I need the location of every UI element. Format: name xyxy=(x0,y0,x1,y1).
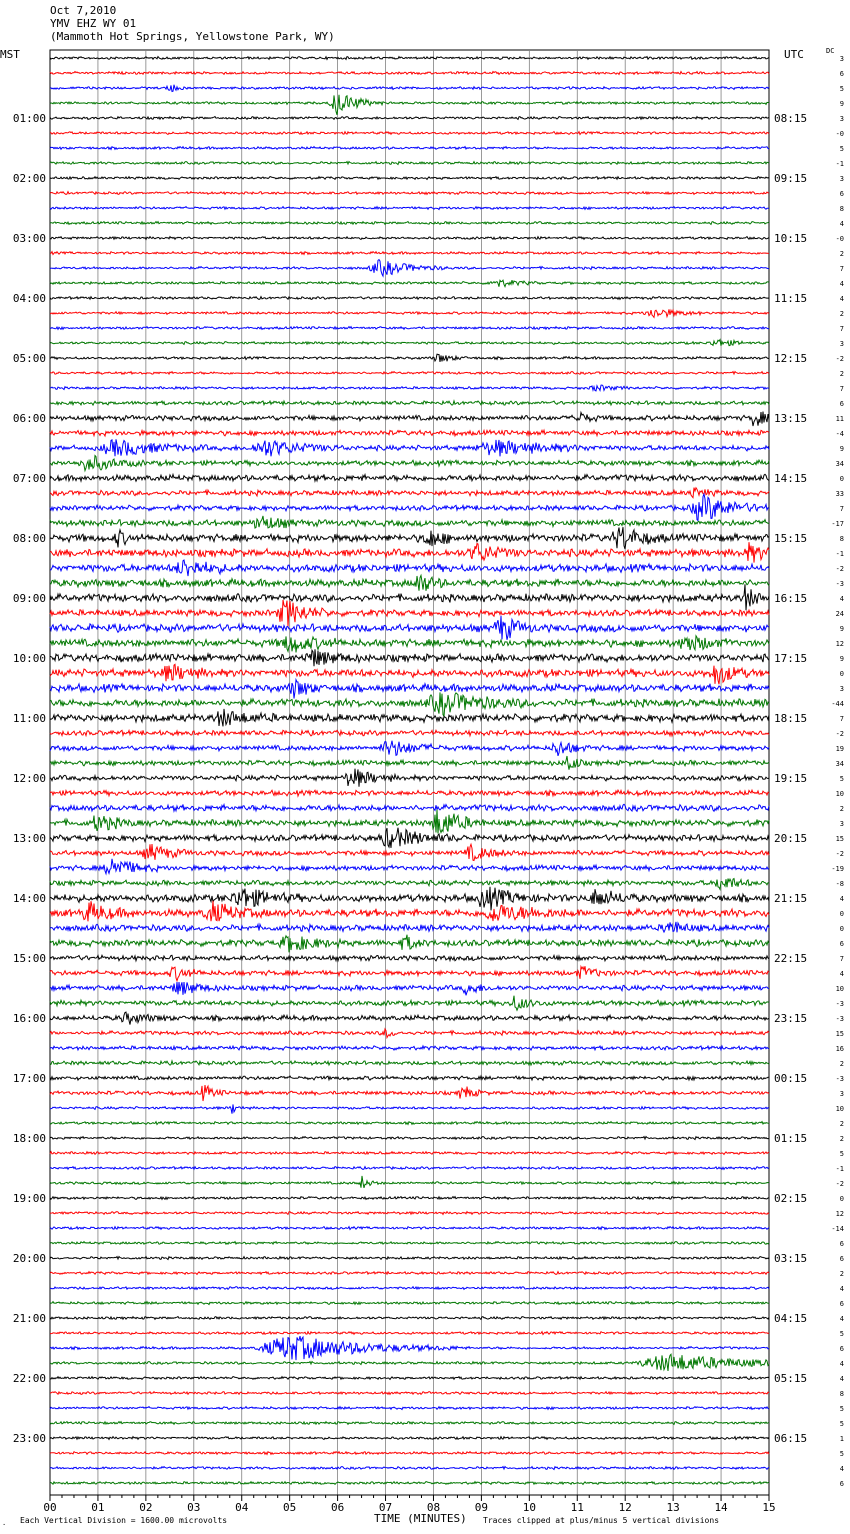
dc-offset-label: 4 xyxy=(839,280,844,288)
dc-offset-label: 10 xyxy=(835,790,844,798)
dc-offset-label: 4 xyxy=(839,220,844,228)
trace-line xyxy=(50,828,769,848)
dc-offset-label: 2 xyxy=(839,1060,844,1068)
dc-offset-label: 3 xyxy=(839,55,844,63)
trace-line xyxy=(50,192,769,195)
trace-line xyxy=(50,616,769,640)
dc-offset-label: 4 xyxy=(839,295,844,303)
dc-offset-label: 5 xyxy=(839,145,844,153)
trace-line xyxy=(50,935,769,953)
trace-line xyxy=(50,982,769,995)
trace-line xyxy=(50,1332,769,1335)
right-hour-label: 05:15 xyxy=(774,1372,808,1385)
dc-offset-label: 6 xyxy=(839,1480,844,1488)
right-hour-label: 10:15 xyxy=(774,232,808,245)
trace-line xyxy=(50,730,769,736)
trace-line xyxy=(50,474,769,481)
trace-line xyxy=(50,901,769,922)
right-hour-label: 00:15 xyxy=(774,1072,808,1085)
left-hour-label: 09:00 xyxy=(12,592,46,605)
trace-line xyxy=(50,844,769,861)
trace-line xyxy=(50,327,769,330)
trace-line xyxy=(50,95,769,115)
trace-line xyxy=(50,1482,769,1485)
left-hour-label: 05:00 xyxy=(12,352,46,365)
dc-offset-label: 5 xyxy=(839,1450,844,1458)
dc-offset-label: 7 xyxy=(839,325,844,333)
dc-offset-label: 3 xyxy=(839,1090,844,1098)
dc-offset-label: 7 xyxy=(839,265,844,273)
left-hour-label: 15:00 xyxy=(12,952,46,965)
left-hour-label: 20:00 xyxy=(12,1252,46,1265)
trace-line xyxy=(50,955,769,961)
dc-offset-label: 2 xyxy=(839,370,844,378)
left-hour-label: 14:00 xyxy=(12,892,46,905)
x-axis-title: TIME (MINUTES) xyxy=(374,1512,467,1525)
right-hour-label: 02:15 xyxy=(774,1192,808,1205)
right-hour-label: 14:15 xyxy=(774,472,808,485)
dc-offset-label: 5 xyxy=(839,1405,844,1413)
dc-offset-label: 16 xyxy=(835,1045,844,1053)
dc-offset-label: 10 xyxy=(835,1105,844,1113)
dc-offset-label: 6 xyxy=(839,1300,844,1308)
trace-line xyxy=(50,412,769,426)
dc-offset-label: -1 xyxy=(835,550,844,558)
trace-line xyxy=(50,1046,769,1050)
trace-line xyxy=(50,996,769,1011)
trace-line xyxy=(50,430,769,436)
right-hour-label: 19:15 xyxy=(774,772,808,785)
location-label: (Mammoth Hot Springs, Yellowstone Park, WY) xyxy=(50,30,335,43)
dc-offset-label: 7 xyxy=(839,385,844,393)
dc-offset-label: 15 xyxy=(835,1030,844,1038)
dc-label: DC xyxy=(826,47,835,55)
trace-line xyxy=(50,542,769,562)
x-tick-label: 12 xyxy=(618,1501,632,1514)
trace-line xyxy=(50,1227,769,1230)
trace-line xyxy=(50,859,769,874)
left-timezone-label: MST xyxy=(0,48,20,61)
x-tick-label: 05 xyxy=(283,1501,297,1514)
right-hour-label: 12:15 xyxy=(774,352,808,365)
trace-line xyxy=(50,72,769,75)
dc-offset-label: 34 xyxy=(835,760,844,768)
dc-offset-label: 0 xyxy=(839,670,844,678)
dc-offset-label: -4 xyxy=(835,430,844,438)
left-hour-label: 19:00 xyxy=(12,1192,46,1205)
trace-line xyxy=(50,280,769,287)
dc-offset-label: -3 xyxy=(835,1015,844,1023)
trace-line xyxy=(50,494,769,520)
right-hour-label: 08:15 xyxy=(774,112,808,125)
dc-offset-label: 4 xyxy=(839,1375,844,1383)
left-hour-label: 17:00 xyxy=(12,1072,46,1085)
dc-offset-label: 4 xyxy=(839,1465,844,1473)
trace-line xyxy=(50,1272,769,1275)
trace-line xyxy=(50,1377,769,1380)
clip-note: Traces clipped at plus/minus 5 vertical divisions xyxy=(483,1516,720,1525)
trace-line xyxy=(50,117,769,120)
left-hour-label: 22:00 xyxy=(12,1372,46,1385)
dc-offset-label: 3 xyxy=(839,115,844,123)
trace-line xyxy=(50,147,769,150)
left-hour-label: 01:00 xyxy=(12,112,46,125)
left-hour-label: 02:00 xyxy=(12,172,46,185)
trace-line xyxy=(50,1122,769,1125)
trace-line xyxy=(50,560,769,576)
dc-offset-label: 5 xyxy=(839,775,844,783)
dc-offset-label: 7 xyxy=(839,715,844,723)
trace-line xyxy=(50,1354,769,1371)
dc-offset-label: 12 xyxy=(835,640,844,648)
dc-offset-label: 15 xyxy=(835,835,844,843)
right-hour-label: 15:15 xyxy=(774,532,808,545)
dc-offset-label: 2 xyxy=(839,1270,844,1278)
trace-line xyxy=(50,1336,769,1360)
dc-offset-label: 2 xyxy=(839,805,844,813)
trace-line xyxy=(50,1407,769,1410)
dc-offset-label: 0 xyxy=(839,910,844,918)
left-hour-label: 06:00 xyxy=(12,412,46,425)
trace-line xyxy=(50,879,769,890)
trace-line xyxy=(50,1104,769,1113)
dc-offset-label: 19 xyxy=(835,745,844,753)
trace-line xyxy=(50,354,769,362)
dc-offset-label: -2 xyxy=(835,355,844,363)
dc-offset-label: 4 xyxy=(839,895,844,903)
dc-offset-label: 8 xyxy=(839,535,844,543)
dc-offset-label: 33 xyxy=(835,490,844,498)
left-hour-label: 08:00 xyxy=(12,532,46,545)
trace-line xyxy=(50,1197,769,1200)
dc-offset-label: -0 xyxy=(835,130,844,138)
x-tick-label: 01 xyxy=(91,1501,105,1514)
trace-line xyxy=(50,584,769,610)
right-hour-label: 06:15 xyxy=(774,1432,808,1445)
dc-offset-label: -14 xyxy=(831,1225,844,1233)
dc-offset-label: 3 xyxy=(839,820,844,828)
trace-line xyxy=(50,1176,769,1188)
x-tick-label: 14 xyxy=(714,1501,728,1514)
dc-offset-label: 5 xyxy=(839,1420,844,1428)
x-tick-label: 04 xyxy=(235,1501,249,1514)
trace-line xyxy=(50,1302,769,1305)
trace-line xyxy=(50,162,769,165)
trace-line xyxy=(50,207,769,210)
dc-offset-label: 10 xyxy=(835,985,844,993)
dc-offset-label: -44 xyxy=(831,700,844,708)
dc-offset-label: -3 xyxy=(835,1075,844,1083)
trace-line xyxy=(50,309,769,317)
trace-line xyxy=(50,1467,769,1470)
trace-line xyxy=(50,636,769,653)
trace-line xyxy=(50,260,769,277)
trace-line xyxy=(50,1242,769,1245)
right-hour-label: 11:15 xyxy=(774,292,808,305)
dc-offset-label: -3 xyxy=(835,1000,844,1008)
trace-line xyxy=(50,756,769,770)
right-hour-label: 09:15 xyxy=(774,172,808,185)
trace-line xyxy=(50,741,769,756)
dc-offset-label: 3 xyxy=(839,175,844,183)
dc-offset-label: -2 xyxy=(835,730,844,738)
dc-offset-label: -2 xyxy=(835,850,844,858)
dc-offset-label: 4 xyxy=(839,1315,844,1323)
right-hour-label: 22:15 xyxy=(774,952,808,965)
left-hour-label: 12:00 xyxy=(12,772,46,785)
dc-offset-label: 0 xyxy=(839,475,844,483)
right-hour-label: 17:15 xyxy=(774,652,808,665)
dc-offset-label: 9 xyxy=(839,445,844,453)
right-timezone-label: UTC xyxy=(784,48,804,61)
trace-line xyxy=(50,1422,769,1425)
dc-offset-label: 2 xyxy=(839,1135,844,1143)
trace-line xyxy=(50,456,769,471)
trace-line xyxy=(50,439,769,456)
trace-line xyxy=(50,600,769,627)
dc-offset-label: 8 xyxy=(839,1390,844,1398)
dc-offset-label: 5 xyxy=(839,1150,844,1158)
left-hour-label: 03:00 xyxy=(12,232,46,245)
dc-offset-label: 6 xyxy=(839,400,844,408)
x-tick-label: 03 xyxy=(187,1501,201,1514)
dc-offset-label: -1 xyxy=(835,160,844,168)
trace-line xyxy=(50,516,769,528)
dc-offset-label: 7 xyxy=(839,955,844,963)
dc-offset-label: 9 xyxy=(839,655,844,663)
right-hour-label: 21:15 xyxy=(774,892,808,905)
dc-offset-label: 6 xyxy=(839,1345,844,1353)
dc-offset-label: -17 xyxy=(831,520,844,528)
trace-line xyxy=(50,1061,769,1065)
dc-offset-label: -0 xyxy=(835,235,844,243)
x-tick-label: 06 xyxy=(330,1501,345,1514)
trace-line xyxy=(50,769,769,787)
trace-line xyxy=(50,649,769,666)
dc-offset-label: 12 xyxy=(835,1210,844,1218)
trace-line xyxy=(50,252,769,255)
dc-offset-label: 1 xyxy=(839,1435,844,1443)
right-hour-label: 01:15 xyxy=(774,1132,808,1145)
dc-offset-label: 6 xyxy=(839,190,844,198)
dc-offset-label: 4 xyxy=(839,595,844,603)
trace-line xyxy=(50,804,769,811)
left-hour-label: 21:00 xyxy=(12,1312,46,1325)
trace-line xyxy=(50,177,769,180)
left-hour-label: 04:00 xyxy=(12,292,46,305)
trace-line xyxy=(50,575,769,590)
dc-offset-label: 9 xyxy=(839,625,844,633)
dc-offset-label: 6 xyxy=(839,70,844,78)
x-tick-label: 15 xyxy=(762,1501,776,1514)
trace-line xyxy=(50,132,769,135)
dc-offset-label: -2 xyxy=(835,565,844,573)
left-hour-label: 07:00 xyxy=(12,472,46,485)
right-hour-label: 13:15 xyxy=(774,412,808,425)
trace-line xyxy=(50,1257,769,1260)
trace-line xyxy=(50,372,769,375)
dc-offset-label: 7 xyxy=(839,505,844,513)
dc-offset-label: 6 xyxy=(839,1255,844,1263)
trace-line xyxy=(50,664,769,684)
trace-line xyxy=(50,966,769,981)
trace-line xyxy=(50,1029,769,1038)
dc-offset-label: -1 xyxy=(835,1165,844,1173)
trace-line xyxy=(50,1152,769,1155)
trace-line xyxy=(50,680,769,699)
x-tick-label: 07 xyxy=(378,1501,393,1514)
dc-offset-label: 3 xyxy=(839,340,844,348)
x-tick-label: 00 xyxy=(43,1501,57,1514)
left-hour-label: 10:00 xyxy=(12,652,46,665)
left-hour-label: 23:00 xyxy=(12,1432,46,1445)
dc-offset-label: 0 xyxy=(839,925,844,933)
trace-line xyxy=(50,1085,769,1101)
right-hour-label: 04:15 xyxy=(774,1312,808,1325)
dc-offset-label: 34 xyxy=(835,460,844,468)
trace-line xyxy=(50,340,769,346)
date-label: Oct 7,2010 xyxy=(50,4,117,17)
trace-line xyxy=(50,887,769,911)
trace-line xyxy=(50,1287,769,1290)
trace-line xyxy=(50,1437,769,1440)
trace-line xyxy=(50,527,769,549)
dc-offset-label: 4 xyxy=(839,970,844,978)
x-tick-label: 08 xyxy=(426,1501,441,1514)
right-hour-label: 16:15 xyxy=(774,592,808,605)
trace-line xyxy=(50,1392,769,1395)
dc-offset-label: 9 xyxy=(839,100,844,108)
x-tick-label: 11 xyxy=(570,1501,584,1514)
dc-offset-label: -3 xyxy=(835,580,844,588)
right-hour-label: 20:15 xyxy=(774,832,808,845)
x-tick-label: 13 xyxy=(666,1501,680,1514)
dc-offset-label: 5 xyxy=(839,85,844,93)
dc-offset-label: 2 xyxy=(839,310,844,318)
trace-line xyxy=(50,1137,769,1140)
dc-offset-label: 6 xyxy=(839,1240,844,1248)
trace-line xyxy=(50,85,769,92)
x-tick-label: 10 xyxy=(522,1501,536,1514)
dc-offset-label: -19 xyxy=(831,865,844,873)
dc-offset-label: 2 xyxy=(839,250,844,258)
station-label: YMV EHZ WY 01 xyxy=(50,17,137,30)
corner-mark: . xyxy=(2,1519,7,1527)
trace-line xyxy=(50,401,769,405)
left-hour-label: 18:00 xyxy=(12,1132,46,1145)
trace-line xyxy=(50,1212,769,1215)
x-tick-label: 02 xyxy=(139,1501,153,1514)
right-hour-label: 18:15 xyxy=(774,712,808,725)
trace-line xyxy=(50,297,769,300)
trace-line xyxy=(50,692,769,716)
left-hour-label: 13:00 xyxy=(12,832,46,845)
dc-offset-label: 24 xyxy=(835,610,844,618)
trace-line xyxy=(50,810,769,834)
trace-line xyxy=(50,1076,769,1080)
trace-line xyxy=(50,57,769,60)
right-hour-label: 23:15 xyxy=(774,1012,808,1025)
dc-offset-label: 4 xyxy=(839,1360,844,1368)
trace-line xyxy=(50,1167,769,1170)
dc-offset-label: 2 xyxy=(839,1120,844,1128)
trace-line xyxy=(50,1317,769,1320)
trace-line xyxy=(50,385,769,391)
x-tick-label: 09 xyxy=(474,1501,489,1514)
dc-offset-label: 0 xyxy=(839,1195,844,1203)
trace-line xyxy=(50,1452,769,1455)
trace-line xyxy=(50,922,769,932)
dc-offset-label: 5 xyxy=(839,1330,844,1338)
dc-offset-label: -8 xyxy=(835,880,844,888)
trace-line xyxy=(50,1012,769,1025)
trace-line xyxy=(50,790,769,796)
trace-line xyxy=(50,237,769,240)
trace-line xyxy=(50,222,769,225)
left-hour-label: 16:00 xyxy=(12,1012,46,1025)
trace-line xyxy=(50,488,769,498)
dc-offset-label: 6 xyxy=(839,940,844,948)
dc-offset-label: 4 xyxy=(839,1285,844,1293)
right-hour-label: 03:15 xyxy=(774,1252,808,1265)
trace-line xyxy=(50,709,769,727)
dc-offset-label: 11 xyxy=(835,415,844,423)
dc-offset-label: 8 xyxy=(839,205,844,213)
dc-offset-label: -2 xyxy=(835,1180,844,1188)
left-hour-label: 11:00 xyxy=(12,712,46,725)
dc-offset-label: 3 xyxy=(839,685,844,693)
scale-note: Each Vertical Division = 1600.00 microvolts xyxy=(20,1516,228,1525)
